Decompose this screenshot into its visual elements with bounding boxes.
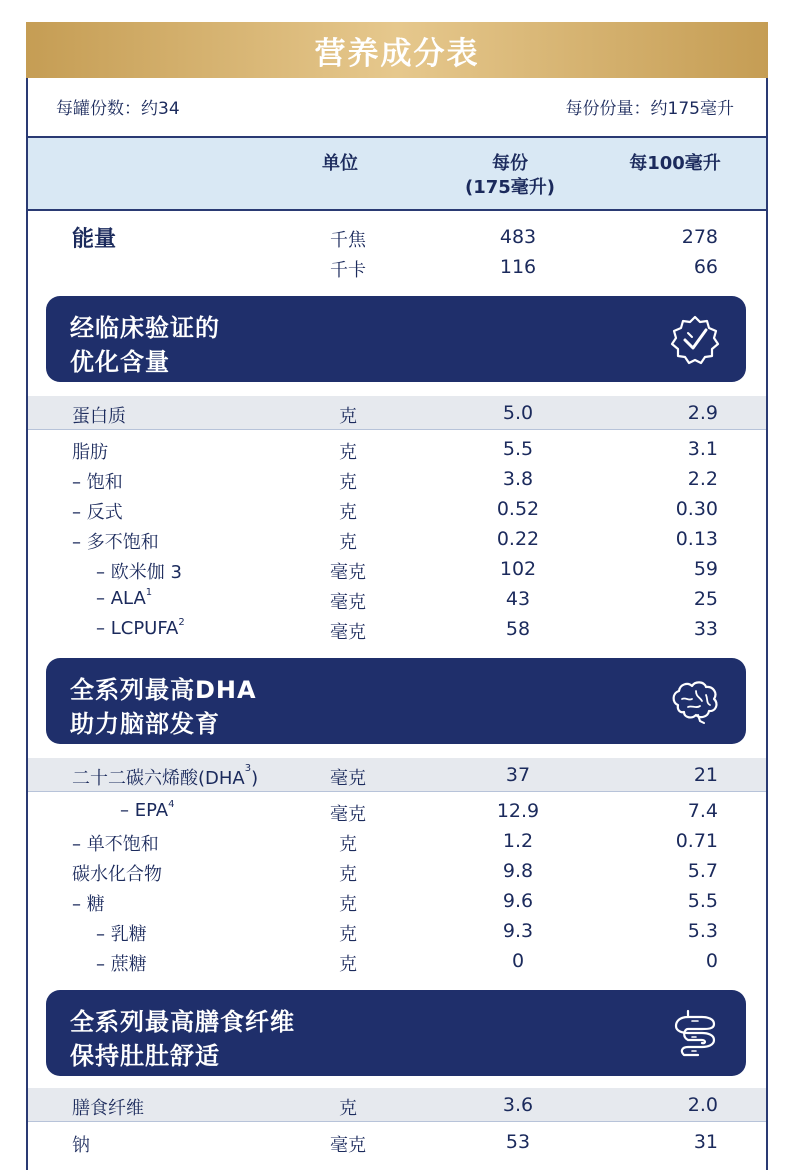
energy-label: 能量 <box>72 227 117 252</box>
table-row-sugar: – 糖 克 9.6 5.5 <box>72 890 718 915</box>
table-row-sodium: 钠 毫克 53 31 <box>72 1131 718 1156</box>
check-badge-icon <box>668 313 722 367</box>
table-row-lcpufa: – LCPUFA$^2$ 毫克 58 33 <box>96 617 718 643</box>
table-row-polyunsaturated: – 多不饱和 克 0.22 0.13 <box>72 528 718 553</box>
table-row-lactose: – 乳糖 克 9.3 5.3 <box>96 920 718 945</box>
col-unit-header: 单位 <box>322 153 358 174</box>
servings-per-can: 每罐份数：约34 <box>56 99 180 119</box>
table-row-dietary-fiber: 膳食纤维 克 3.6 2.0 <box>28 1088 766 1121</box>
divider <box>28 429 766 430</box>
table-row-omega3: – 欧米伽 3 毫克 102 59 <box>96 558 718 583</box>
table-row-energy-kj: 千焦 483 278 <box>330 226 718 251</box>
table-row-fat: 脂肪 克 5.5 3.1 <box>72 438 718 463</box>
table-row-dha: 二十二碳六烯酸(DHA$^3$) 毫克 37 21 <box>28 758 766 791</box>
table-row-epa: – EPA$^4$ 毫克 12.9 7.4 <box>120 799 718 825</box>
col-per-serving-header: 每份 (175毫升) <box>464 153 556 198</box>
page-title: 营养成分表 <box>314 35 480 72</box>
intestine-icon <box>668 1007 722 1061</box>
brain-icon <box>668 675 722 729</box>
table-row-trans: – 反式 克 0.52 0.30 <box>72 498 718 523</box>
table-row-ala: – ALA$^1$ 毫克 43 25 <box>96 587 718 613</box>
banner-highest-fiber: 全系列最高膳食纤维 保持肚肚舒适 <box>46 990 746 1076</box>
table-row-saturated: – 饱和 克 3.8 2.2 <box>72 468 718 493</box>
header-bottom-rule <box>26 209 768 211</box>
banner-highest-dha: 全系列最高DHA 助力脑部发育 <box>46 658 746 744</box>
table-row-sucrose: – 蔗糖 克 0 0 <box>96 950 718 975</box>
divider <box>28 1121 766 1122</box>
banner-clinically-proven: 经临床验证的 优化含量 <box>46 296 746 382</box>
table-row-carbohydrate: 碳水化合物 克 9.8 5.7 <box>72 860 718 885</box>
divider <box>28 791 766 792</box>
title-bar <box>26 22 768 78</box>
serving-size: 每份份量：约175毫升 <box>565 99 734 119</box>
table-row-protein: 蛋白质 克 5.0 2.9 <box>28 396 766 429</box>
table-row-energy-kcal: 千卡 116 66 <box>330 256 718 281</box>
col-per-100-header: 每100毫升 <box>629 153 721 174</box>
table-row-monounsaturated: – 单不饱和 克 1.2 0.71 <box>72 830 718 855</box>
